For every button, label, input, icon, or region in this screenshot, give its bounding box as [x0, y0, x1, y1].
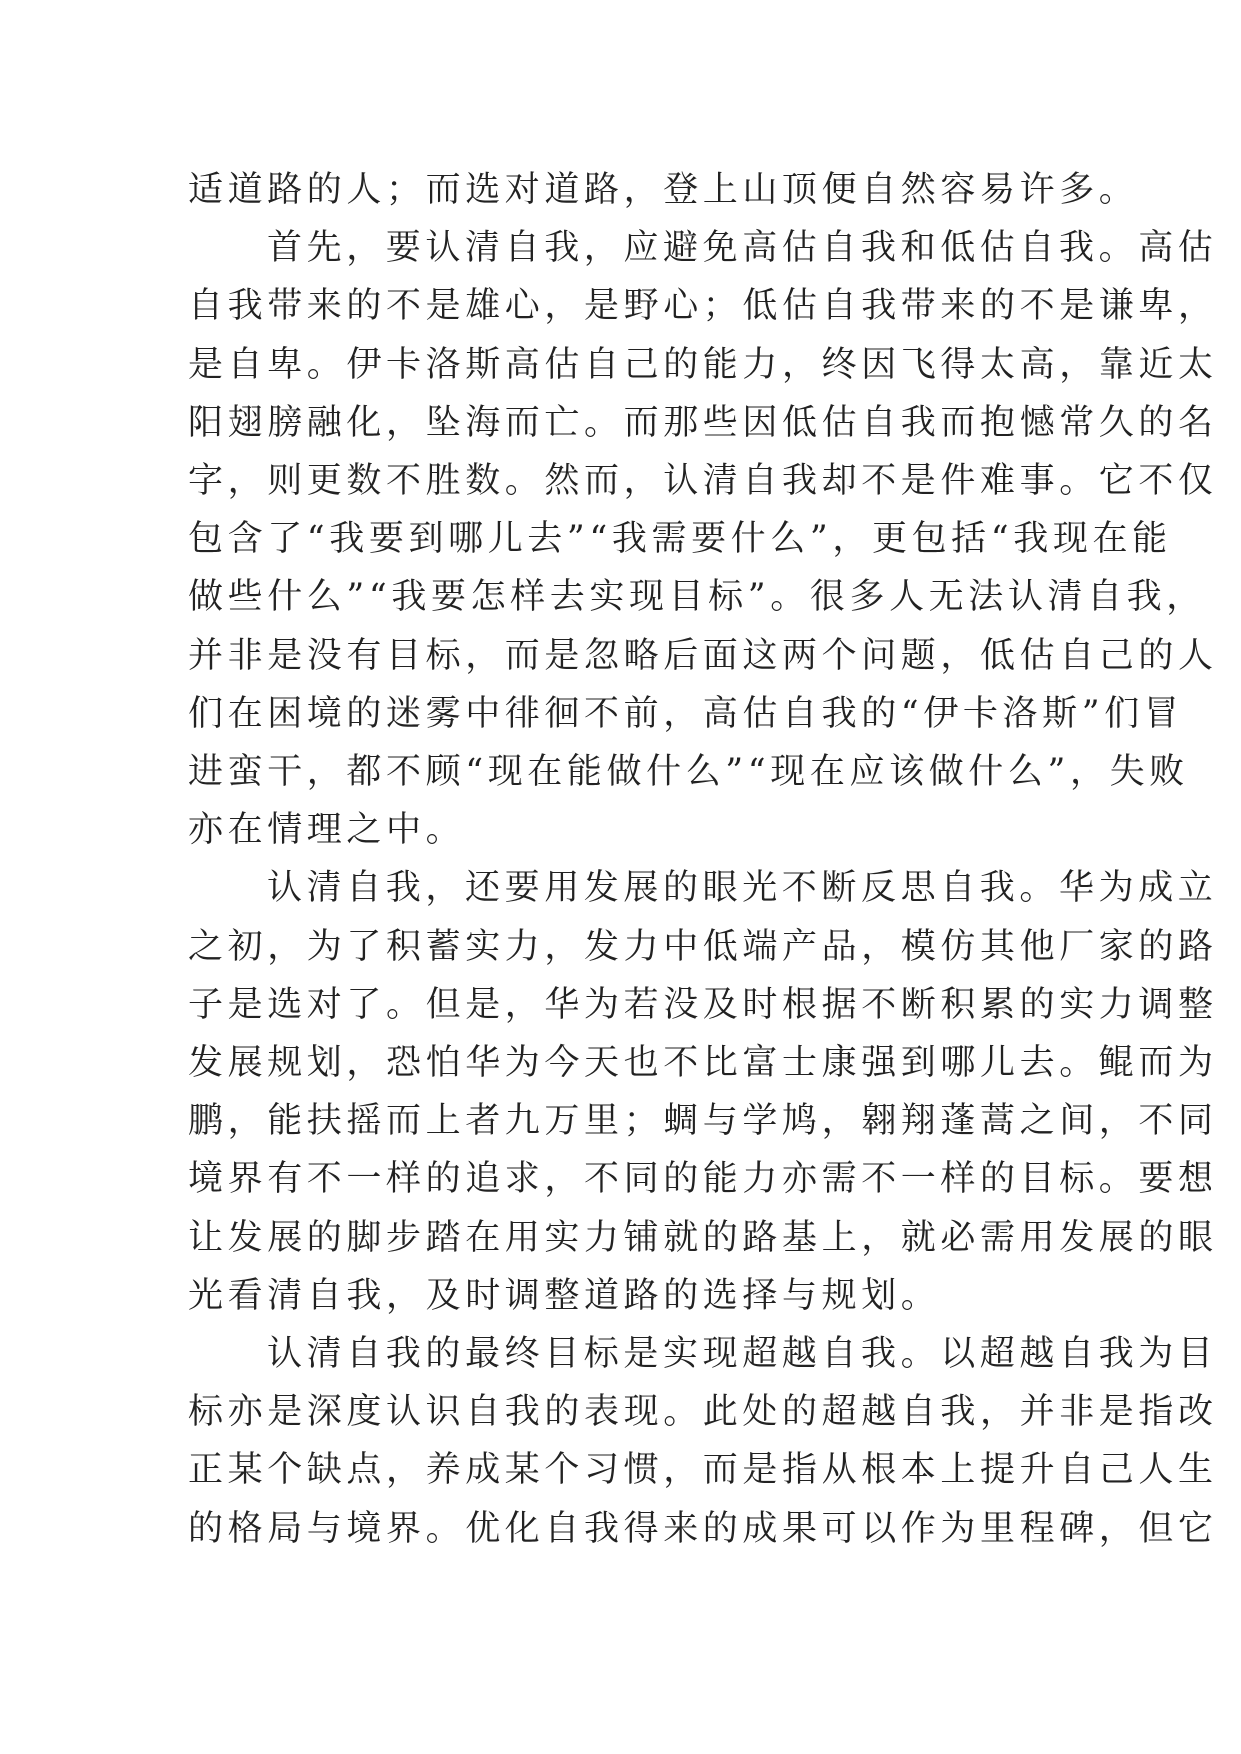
text-line: 让发展的脚步踏在用实力铺就的路基上，就必需用发展的眼	[188, 1217, 1218, 1258]
text-line: 光看清自我，及时调整道路的选择与规划。	[188, 1275, 941, 1316]
text-line: 字，则更数不胜数。然而，认清自我却不是件难事。它不仅	[188, 461, 1218, 501]
text-line: 认清自我的最终目标是实现超越自我。以超越自我为目	[267, 1334, 1218, 1374]
text-line: 子是选对了。但是，华为若没及时根据不断积累的实力调整	[188, 984, 1218, 1025]
text-line: 首先，要认清自我，应避免高估自我和低估自我。高估	[267, 228, 1218, 269]
document-page	[188, 0, 1218, 1754]
text-line: 标亦是深度认识自我的表现。此处的超越自我，并非是指改	[188, 1392, 1218, 1433]
text-line: 是自卑。伊卡洛斯高估自己的能力，终因飞得太高，靠近太	[188, 344, 1218, 385]
text-line: 正某个缺点，养成某个习惯，而是指从根本上提升自己人生	[188, 1450, 1218, 1491]
text-line: 亦在情理之中。	[188, 810, 466, 851]
text-line: 之初，为了积蓄实力，发力中低端产品，模仿其他厂家的路	[188, 926, 1218, 967]
text-line: 包含了“我要到哪儿去”“我需要什么”，更包括“我现在能	[188, 519, 1172, 560]
text-line: 并非是没有目标，而是忽略后面这两个问题，低估自己的人	[188, 635, 1218, 676]
text-line: 境界有不一样的追求，不同的能力亦需不一样的目标。要想	[188, 1159, 1218, 1200]
text-line: 发展规划，恐怕华为今天也不比富士康强到哪儿去。鲲而为	[188, 1043, 1218, 1083]
text-line: 自我带来的不是雄心，是野心；低估自我带来的不是谦卑，	[188, 286, 1218, 327]
text-line: 进蛮干，都不顾“现在能做什么”“现在应该做什么”，失败	[188, 752, 1189, 792]
text-line: 阳翅膀融化，坠海而亡。而那些因低估自我而抱憾常久的名	[188, 402, 1218, 443]
text-line: 的格局与境界。优化自我得来的成果可以作为里程碑，但它	[188, 1508, 1218, 1549]
text-line: 适道路的人；而选对道路，登上山顶便自然容易许多。	[188, 170, 1139, 210]
text-line: 们在困境的迷雾中徘徊不前，高估自我的“伊卡洛斯”们冒	[188, 693, 1184, 734]
text-line: 鹏，能扶摇而上者九万里；蜩与学鸠，翱翔蓬蒿之间，不同	[188, 1101, 1218, 1142]
text-line: 做些什么”“我要怎样去实现目标”。很多人无法认清自我，	[188, 577, 1206, 618]
text-line: 认清自我，还要用发展的眼光不断反思自我。华为成立	[267, 868, 1218, 909]
